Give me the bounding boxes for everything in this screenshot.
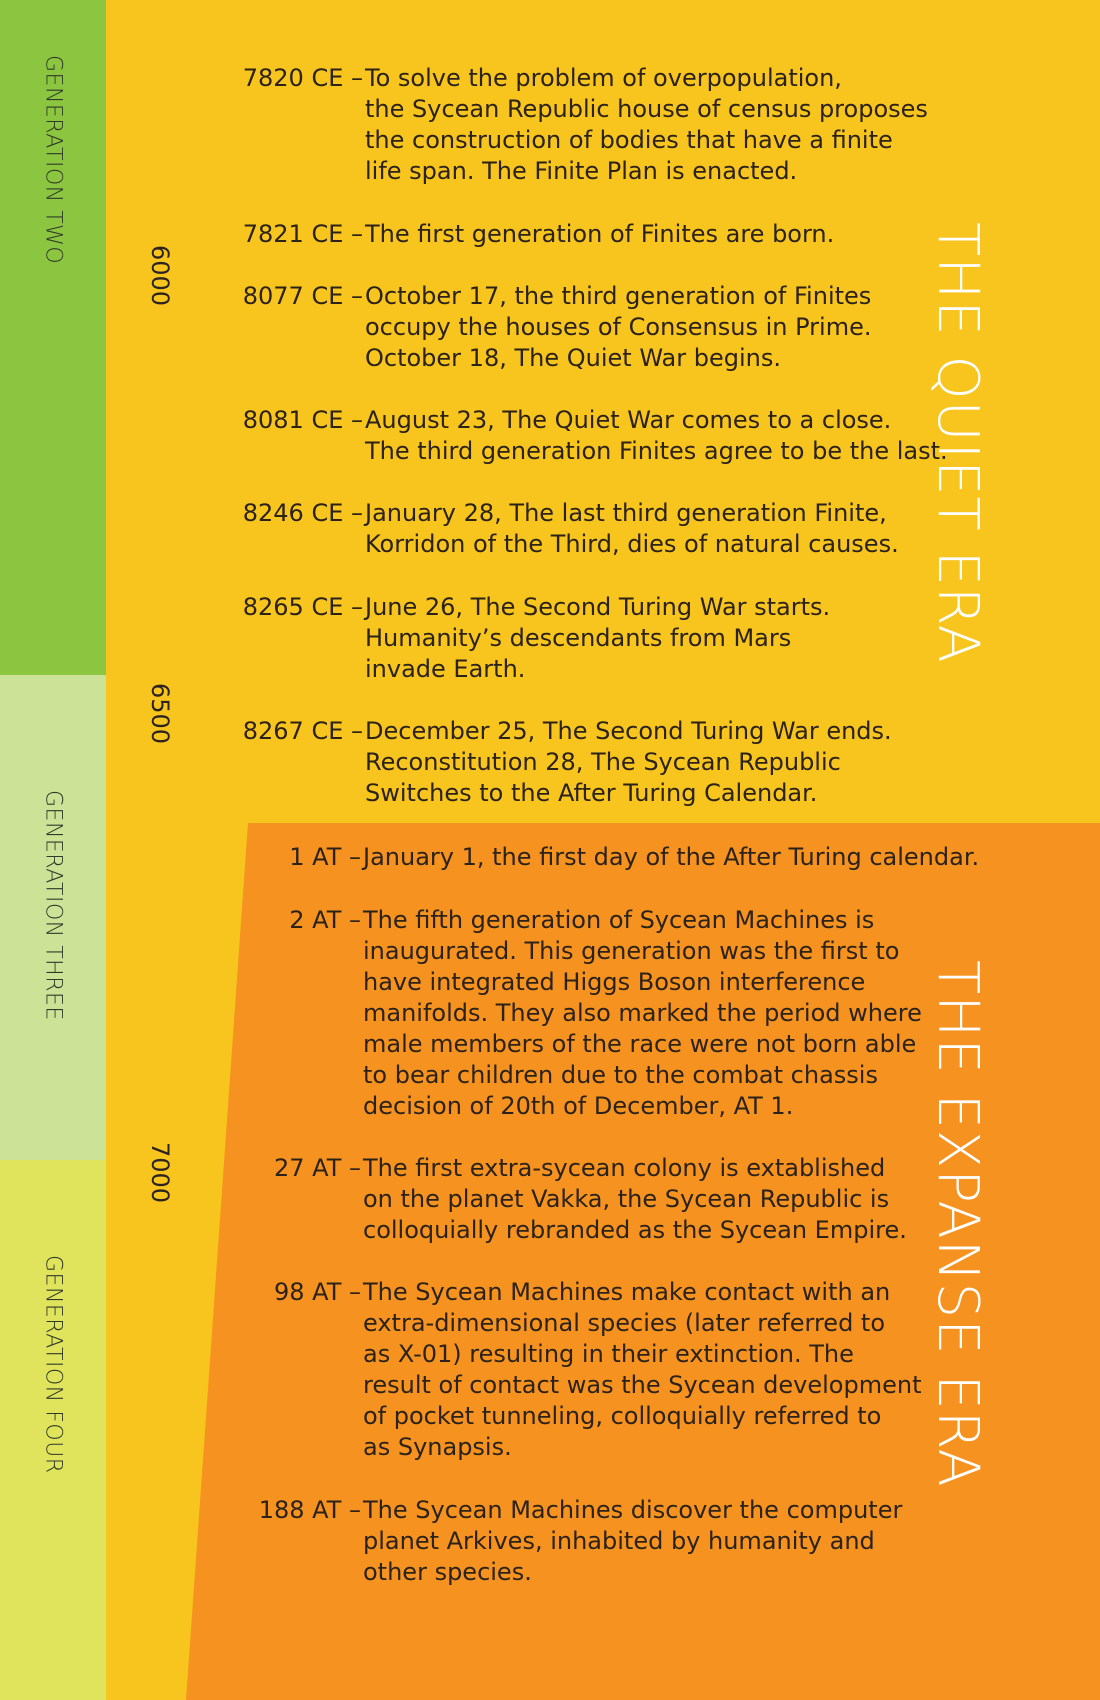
entry-year: 8246 CE –	[242, 499, 363, 527]
entry-text: January 1, the first day of the After Turing calendar.	[363, 843, 980, 871]
scale-label-6500: 6500	[146, 683, 174, 745]
entry-year: 8265 CE –	[242, 593, 363, 621]
quiet-era-title: THE QUIET ERA	[925, 222, 990, 664]
generation-four-label: GENERATION FOUR	[40, 1255, 66, 1474]
entry-text: To solve the problem of overpopulation, the Sycean Republic house of census proposes the construction of bodies that have a finite life span. The Finite Plan is enacted.	[365, 64, 928, 185]
scale-label-6000: 6000	[146, 245, 174, 307]
entry-year: 7820 CE –	[242, 64, 363, 92]
entry-year: 7821 CE –	[242, 220, 363, 248]
entry-year: 188 AT –	[258, 1496, 361, 1524]
generation-three-label: GENERATION THREE	[40, 790, 66, 1021]
entry-text: The Sycean Machines discover the computer planet Arkives, inhabited by humanity and other species.	[363, 1496, 903, 1586]
entry-text: The fifth generation of Sycean Machines is inaugurated. This generation was the first to have integrated Higgs Boson interference manifolds. They also marked the period where male members of the race were not born able to bear children due to the combat chassis decision of 20th of December, AT 1.	[363, 906, 922, 1120]
expanse-era-title: THE EXPANSE ERA	[925, 960, 990, 1488]
entry-year: 8267 CE –	[242, 717, 363, 745]
entry-year: 8081 CE –	[242, 406, 363, 434]
entry-text: The first extra-sycean colony is extablished on the planet Vakka, the Sycean Republic is colloquially rebranded as the Sycean Empire.	[363, 1154, 907, 1244]
entry-text: The first generation of Finites are born.	[365, 220, 835, 248]
entry-text: October 17, the third generation of Finites occupy the houses of Consensus in Prime. October 18, The Quiet War begins.	[365, 282, 872, 372]
entry-year: 2 AT –	[289, 906, 361, 934]
entry-year: 1 AT –	[289, 843, 361, 871]
entry-year: 8077 CE –	[242, 282, 363, 310]
entry-year: 27 AT –	[273, 1154, 361, 1182]
entry-text: December 25, The Second Turing War ends. Reconstitution 28, The Sycean Republic Switches to the After Turing Calendar.	[365, 717, 892, 807]
entry-text: January 28, The last third generation Finite, Korridon of the Third, dies of natural causes.	[365, 499, 899, 558]
entry-year: 98 AT –	[273, 1278, 361, 1306]
entry-text: June 26, The Second Turing War starts. Humanity’s descendants from Mars invade Earth.	[365, 593, 831, 683]
entry-text: August 23, The Quiet War comes to a close. The third generation Finites agree to be the last.	[365, 406, 948, 465]
entry-text: The Sycean Machines make contact with an extra-dimensional species (later referred to as X-01) resulting in their extinction. The result of contact was the Sycean development of pocket tunneling, colloquially referred to as Synapsis.	[363, 1278, 922, 1461]
generation-two-label: GENERATION TWO	[40, 55, 66, 265]
scale-label-7000: 7000	[146, 1142, 174, 1204]
